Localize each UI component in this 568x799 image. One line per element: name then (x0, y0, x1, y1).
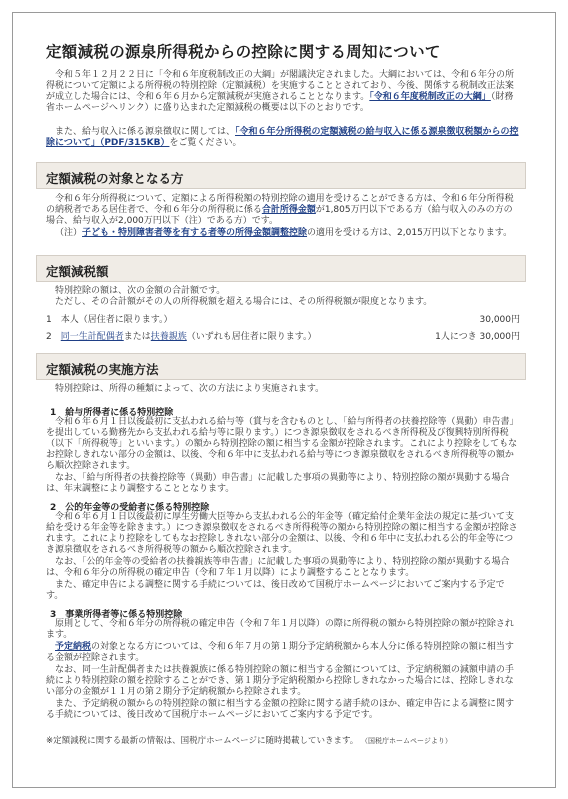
subsection-business-text-2 (46, 642, 520, 664)
withholding-guide-pdf-link[interactable]: 「令和６年分所得税の定額減税の給与収入に係る源泉徴収税額からの控除について」（PDF/315KB） (46, 127, 519, 148)
target-note-marker: （注） (55, 228, 83, 238)
subsection-business-text-3 (46, 665, 520, 698)
business-text-2: の対象となる方については、令和６年７月の第１期分予定納税額から本人分に係る特別控除の額に相当する金額が控除されます。 (46, 642, 514, 663)
business-text-3: なお、同一生計配偶者または扶養親族に係る特別控除の額に相当する金額については、予定納税額の減額申請の手続により特別控除の額を控除することができ、第１期分予定納税額から控除しきれなかった場合には、控除しきれない部分の金額が１１月の第２期分予定納税額から控除されます。 (46, 665, 514, 697)
intro-text-2: また、給与収入に係る源泉徴収に関しては、 (55, 127, 236, 137)
section-target-heading: 定額減税の対象となる方 (46, 171, 184, 186)
subsection-pension-text (46, 512, 520, 556)
total-income-link[interactable]: 合計所得金額 (261, 205, 316, 215)
income-adjustment-deduction-link[interactable]: 子ども・特別障害者等を有する者等の所得金額調整控除 (82, 228, 308, 238)
subsection-pension-title: 2 公的年金等の受給者に係る特別控除 (50, 503, 210, 513)
business-text: 原則として、令和６年分の所得税の確定申告（令和７年１月以降）の際に所得税の額から特別控除の額が控除されます。 (46, 619, 514, 640)
pension-text-3: また、確定申告による調整に関する手続については、後日改めて国税庁ホームページにおいてご案内する予定です。 (46, 580, 505, 601)
amount-paragraph-1 (46, 286, 520, 297)
section-method-header (36, 353, 526, 380)
amount-row-self-label: 1 本人（居住者に限ります。） (46, 315, 173, 325)
target-note-text: の適用を受ける方は、2,015万円以下となります。 (307, 228, 513, 238)
row-number: 2 (46, 332, 61, 342)
intro-text-2-cont: をご覧ください。 (169, 138, 242, 148)
page-title: 定額減税の源泉所得税からの控除に関する周知について (46, 43, 441, 61)
intro-text-cont: （財務省ホームページへリンク）に盛り込まれた定額減税の概要は以下のとおりです。 (46, 92, 514, 113)
section-method-heading: 定額減税の実施方法 (46, 362, 159, 377)
target-paragraph-2 (46, 228, 520, 239)
row-connector: または (123, 332, 151, 342)
footer-note-text: ※定額減税に関する最新の情報は、国税庁ホームページに随時掲載していきます。 (46, 736, 359, 746)
amount-row-self (46, 314, 520, 326)
subsection-business-title: 3 事業所得者等に係る特別控除 (50, 610, 183, 620)
dependent-link[interactable]: 扶養親族 (150, 332, 187, 342)
amount-text-1: 特別控除の額は、次の金額の合計額です。 (55, 286, 226, 296)
intro-paragraph-1 (46, 70, 520, 114)
method-intro-text: 特別控除は、所得の種類によって、次の方法により実施されます。 (55, 384, 325, 394)
intro-paragraph-2 (46, 127, 520, 149)
spouse-link[interactable]: 同一生計配偶者 (60, 332, 124, 342)
amount-row-dependents (46, 331, 520, 343)
subsection-salary-text-2 (46, 473, 520, 495)
footer-note (46, 734, 524, 746)
tax-reform-outline-link[interactable]: 「令和６年度税制改正の大綱」 (369, 92, 491, 102)
amount-text-2: ただし、その合計額がその人の所得税額を超える場合には、その所得税額が限度となります。 (55, 297, 433, 307)
business-text-4: また、予定納税の額からの特別控除の額に相当する金額の控除に関する諸手続のほか、確定申告による調整に関する手続については、後日改めて国税庁ホームページにおいてご案内する予定です。 (46, 699, 515, 720)
subsection-business-text (46, 619, 520, 641)
section-amount-heading: 定額減税額 (46, 264, 109, 279)
pension-text-2: なお、「公的年金等の受給者の扶養親族等申告書」に記載した事項の異動等により、特別控除の額が異動する場合は、令和６年分の所得税の確定申告（令和７年１月以降）により調整することとなります。 (46, 557, 510, 578)
subsection-pension-text-3 (46, 580, 520, 602)
footer-source: （国税庁ホームページより） (360, 737, 452, 745)
section-amount-header (36, 255, 526, 282)
salary-text: 令和６年６月１日以後最初に支払われる給与等（賞与を含むものとし、「給与所得者の扶養控除等（異動）申告書」を提出している勤務先から支払われる給与等に限ります。）につき源泉徴収をされるべき所得税及び復興特別所得税（以下「所得税等」といいます。）の額から特別控除の額に相当する金額が控除されます。これにより控除をしてもなお控除しきれない部分の金額は、以後、令和６年中に支払われる給与等につき源泉徴収をされるべき所得税等の額から順次控除されます。 (46, 417, 519, 471)
method-intro (46, 384, 520, 395)
pension-text: 令和６年６月１日以後最初に厚生労働大臣等から支払われる公的年金等（確定給付企業年金法の規定に基づいて支給を受ける年金等を除きます。）につき源泉徴収をされるべき所得税等の額から特別控除の額に相当する金額が控除されます。これにより控除をしてもなお控除しきれない部分の金額は、以後、令和６年中に支払われる公的年金等につき源泉徴収をされるべき所得税等の額から順次控除されます。 (46, 512, 518, 555)
amount-row-self-value: 30,000円 (479, 315, 520, 325)
amount-row-dependents-label (46, 331, 317, 343)
intro-text: 令和５年１２月２２日に「令和６年度税制改正の大綱」が閣議決定されました。大綱においては、令和６年分の所得税について定額による所得税の特別控除（定額減税）を実施することとされており、今後、関係する税制改正法案が成立した場合には、令和６年６月から定額減税が実施されることとなります。 (46, 70, 515, 102)
salary-text-2: なお、「給与所得者の扶養控除等（異動）申告書」に記載した事項の異動等により、特別控除の額が異動する場合は、年末調整により調整することとなります。 (46, 473, 510, 494)
target-text: 令和６年分所得税について、定額による所得税額の特別控除の適用を受けることができる方は、令和６年分所得税の納税者である居住者で、令和６年分の所得税に係る (46, 194, 514, 215)
amount-paragraph-2 (46, 297, 520, 308)
section-target-header (36, 162, 526, 189)
row-suffix: （いずれも居住者に限ります。） (186, 332, 317, 342)
subsection-salary-title: 1 給与所得者に係る特別控除 (50, 408, 174, 418)
prepayment-link[interactable]: 予定納税 (55, 642, 92, 652)
target-text-cont: が1,805万円以下である方（給与収入のみの方の場合、給与収入が2,000万円以下（注）である方）です。 (46, 205, 513, 226)
subsection-business-text-4 (46, 699, 520, 721)
subsection-salary-text (46, 417, 520, 472)
subsection-pension-text-2 (46, 557, 520, 579)
amount-row-dependents-value: 1人につき 30,000円 (435, 332, 520, 342)
target-paragraph-1 (46, 194, 520, 227)
